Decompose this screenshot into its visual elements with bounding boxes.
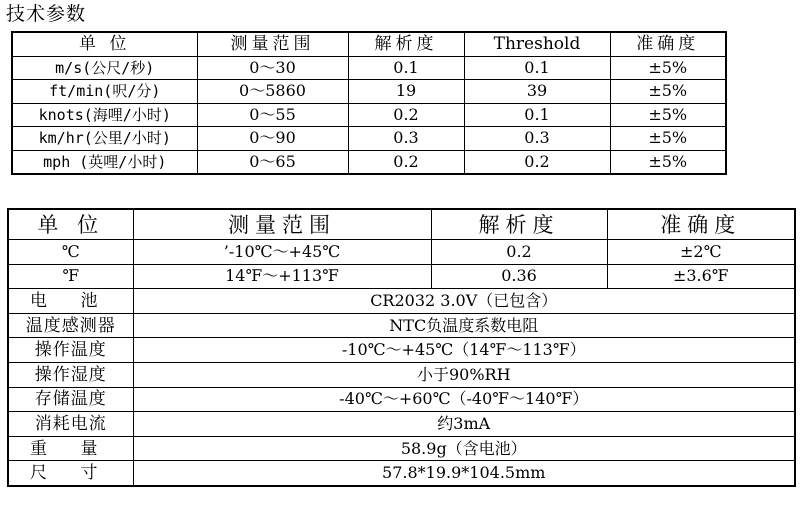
spec-label: 操作温度	[8, 338, 133, 363]
resolution-cell: 0.2	[348, 150, 464, 174]
spec-value: NTC负温度系数电阻	[133, 313, 795, 338]
header-accuracy: 准确度	[607, 209, 795, 240]
temperature-spec-table	[7, 208, 796, 487]
range-cell: 0～90	[197, 127, 348, 151]
range-cell: 14℉～+113℉	[133, 264, 431, 289]
unit-cell: ℉	[8, 264, 133, 289]
accuracy-cell: ±2℃	[607, 240, 795, 265]
spec-label: 操作湿度	[8, 362, 133, 387]
spec-label: 尺 寸	[8, 461, 133, 486]
resolution-cell: 0.2	[348, 103, 464, 127]
spec-row-battery	[8, 289, 795, 314]
table-row	[8, 264, 795, 289]
header-resolution: 解析度	[348, 32, 464, 56]
table-row	[12, 150, 726, 174]
spec-value: 小于90%RH	[133, 362, 795, 387]
accuracy-cell: ±5%	[610, 80, 726, 104]
spec-row-current	[8, 412, 795, 437]
range-cell: 0～5860	[197, 80, 348, 104]
spec-value: -40℃～+60℃（-40℉～140℉）	[133, 387, 795, 412]
range-cell: 0～30	[197, 56, 348, 80]
unit-cell: ft/min(呎/分)	[12, 80, 197, 104]
header-range: 测量范围	[133, 209, 431, 240]
spec-value: 57.8*19.9*104.5mm	[133, 461, 795, 486]
header-threshold: Threshold	[464, 32, 610, 56]
unit-cell: km/hr(公里/小时)	[12, 127, 197, 151]
header-unit: 单 位	[8, 209, 133, 240]
spec-value: 58.9g（含电池）	[133, 436, 795, 461]
spec-value: 约3mA	[133, 412, 795, 437]
unit-cell: ℃	[8, 240, 133, 265]
table-row	[12, 56, 726, 80]
header-resolution: 解析度	[431, 209, 607, 240]
range-cell: ’-10℃～+45℃	[133, 240, 431, 265]
spec-row-weight	[8, 436, 795, 461]
accuracy-cell: ±5%	[610, 56, 726, 80]
spec-row-operating-temp	[8, 338, 795, 363]
unit-cell: knots(海哩/小时)	[12, 103, 197, 127]
spec-label: 存储温度	[8, 387, 133, 412]
spec-row-sensor	[8, 313, 795, 338]
range-cell: 0～55	[197, 103, 348, 127]
range-cell: 0～65	[197, 150, 348, 174]
threshold-cell: 0.1	[464, 56, 610, 80]
threshold-cell: 39	[464, 80, 610, 104]
accuracy-cell: ±5%	[610, 127, 726, 151]
spec-value: CR2032 3.0V（已包含）	[133, 289, 795, 314]
table-row	[12, 103, 726, 127]
table-row	[8, 240, 795, 265]
spec-label: 重 量	[8, 436, 133, 461]
resolution-cell: 0.3	[348, 127, 464, 151]
table-row	[12, 127, 726, 151]
accuracy-cell: ±3.6℉	[607, 264, 795, 289]
table-row	[12, 80, 726, 104]
unit-cell: m/s(公尺/秒)	[12, 56, 197, 80]
unit-cell: mph (英哩/小时)	[12, 150, 197, 174]
header-unit: 单 位	[12, 32, 197, 56]
resolution-cell: 0.36	[431, 264, 607, 289]
spec-value: -10℃～+45℃（14℉～113℉）	[133, 338, 795, 363]
spec-row-operating-humidity	[8, 362, 795, 387]
spec-label: 电 池	[8, 289, 133, 314]
spec-row-dimensions	[8, 461, 795, 486]
accuracy-cell: ±5%	[610, 103, 726, 127]
header-range: 测量范围	[197, 32, 348, 56]
spec-row-storage-temp	[8, 387, 795, 412]
wind-speed-spec-table	[11, 31, 727, 175]
accuracy-cell: ±5%	[610, 150, 726, 174]
threshold-cell: 0.3	[464, 127, 610, 151]
spec-label: 温度感测器	[8, 313, 133, 338]
resolution-cell: 0.1	[348, 56, 464, 80]
section-title: 技术参数	[6, 3, 87, 25]
threshold-cell: 0.2	[464, 150, 610, 174]
spec-label: 消耗电流	[8, 412, 133, 437]
table-header-row	[12, 32, 726, 56]
threshold-cell: 0.1	[464, 103, 610, 127]
resolution-cell: 19	[348, 80, 464, 104]
table-header-row	[8, 209, 795, 240]
resolution-cell: 0.2	[431, 240, 607, 265]
header-accuracy: 准确度	[610, 32, 726, 56]
